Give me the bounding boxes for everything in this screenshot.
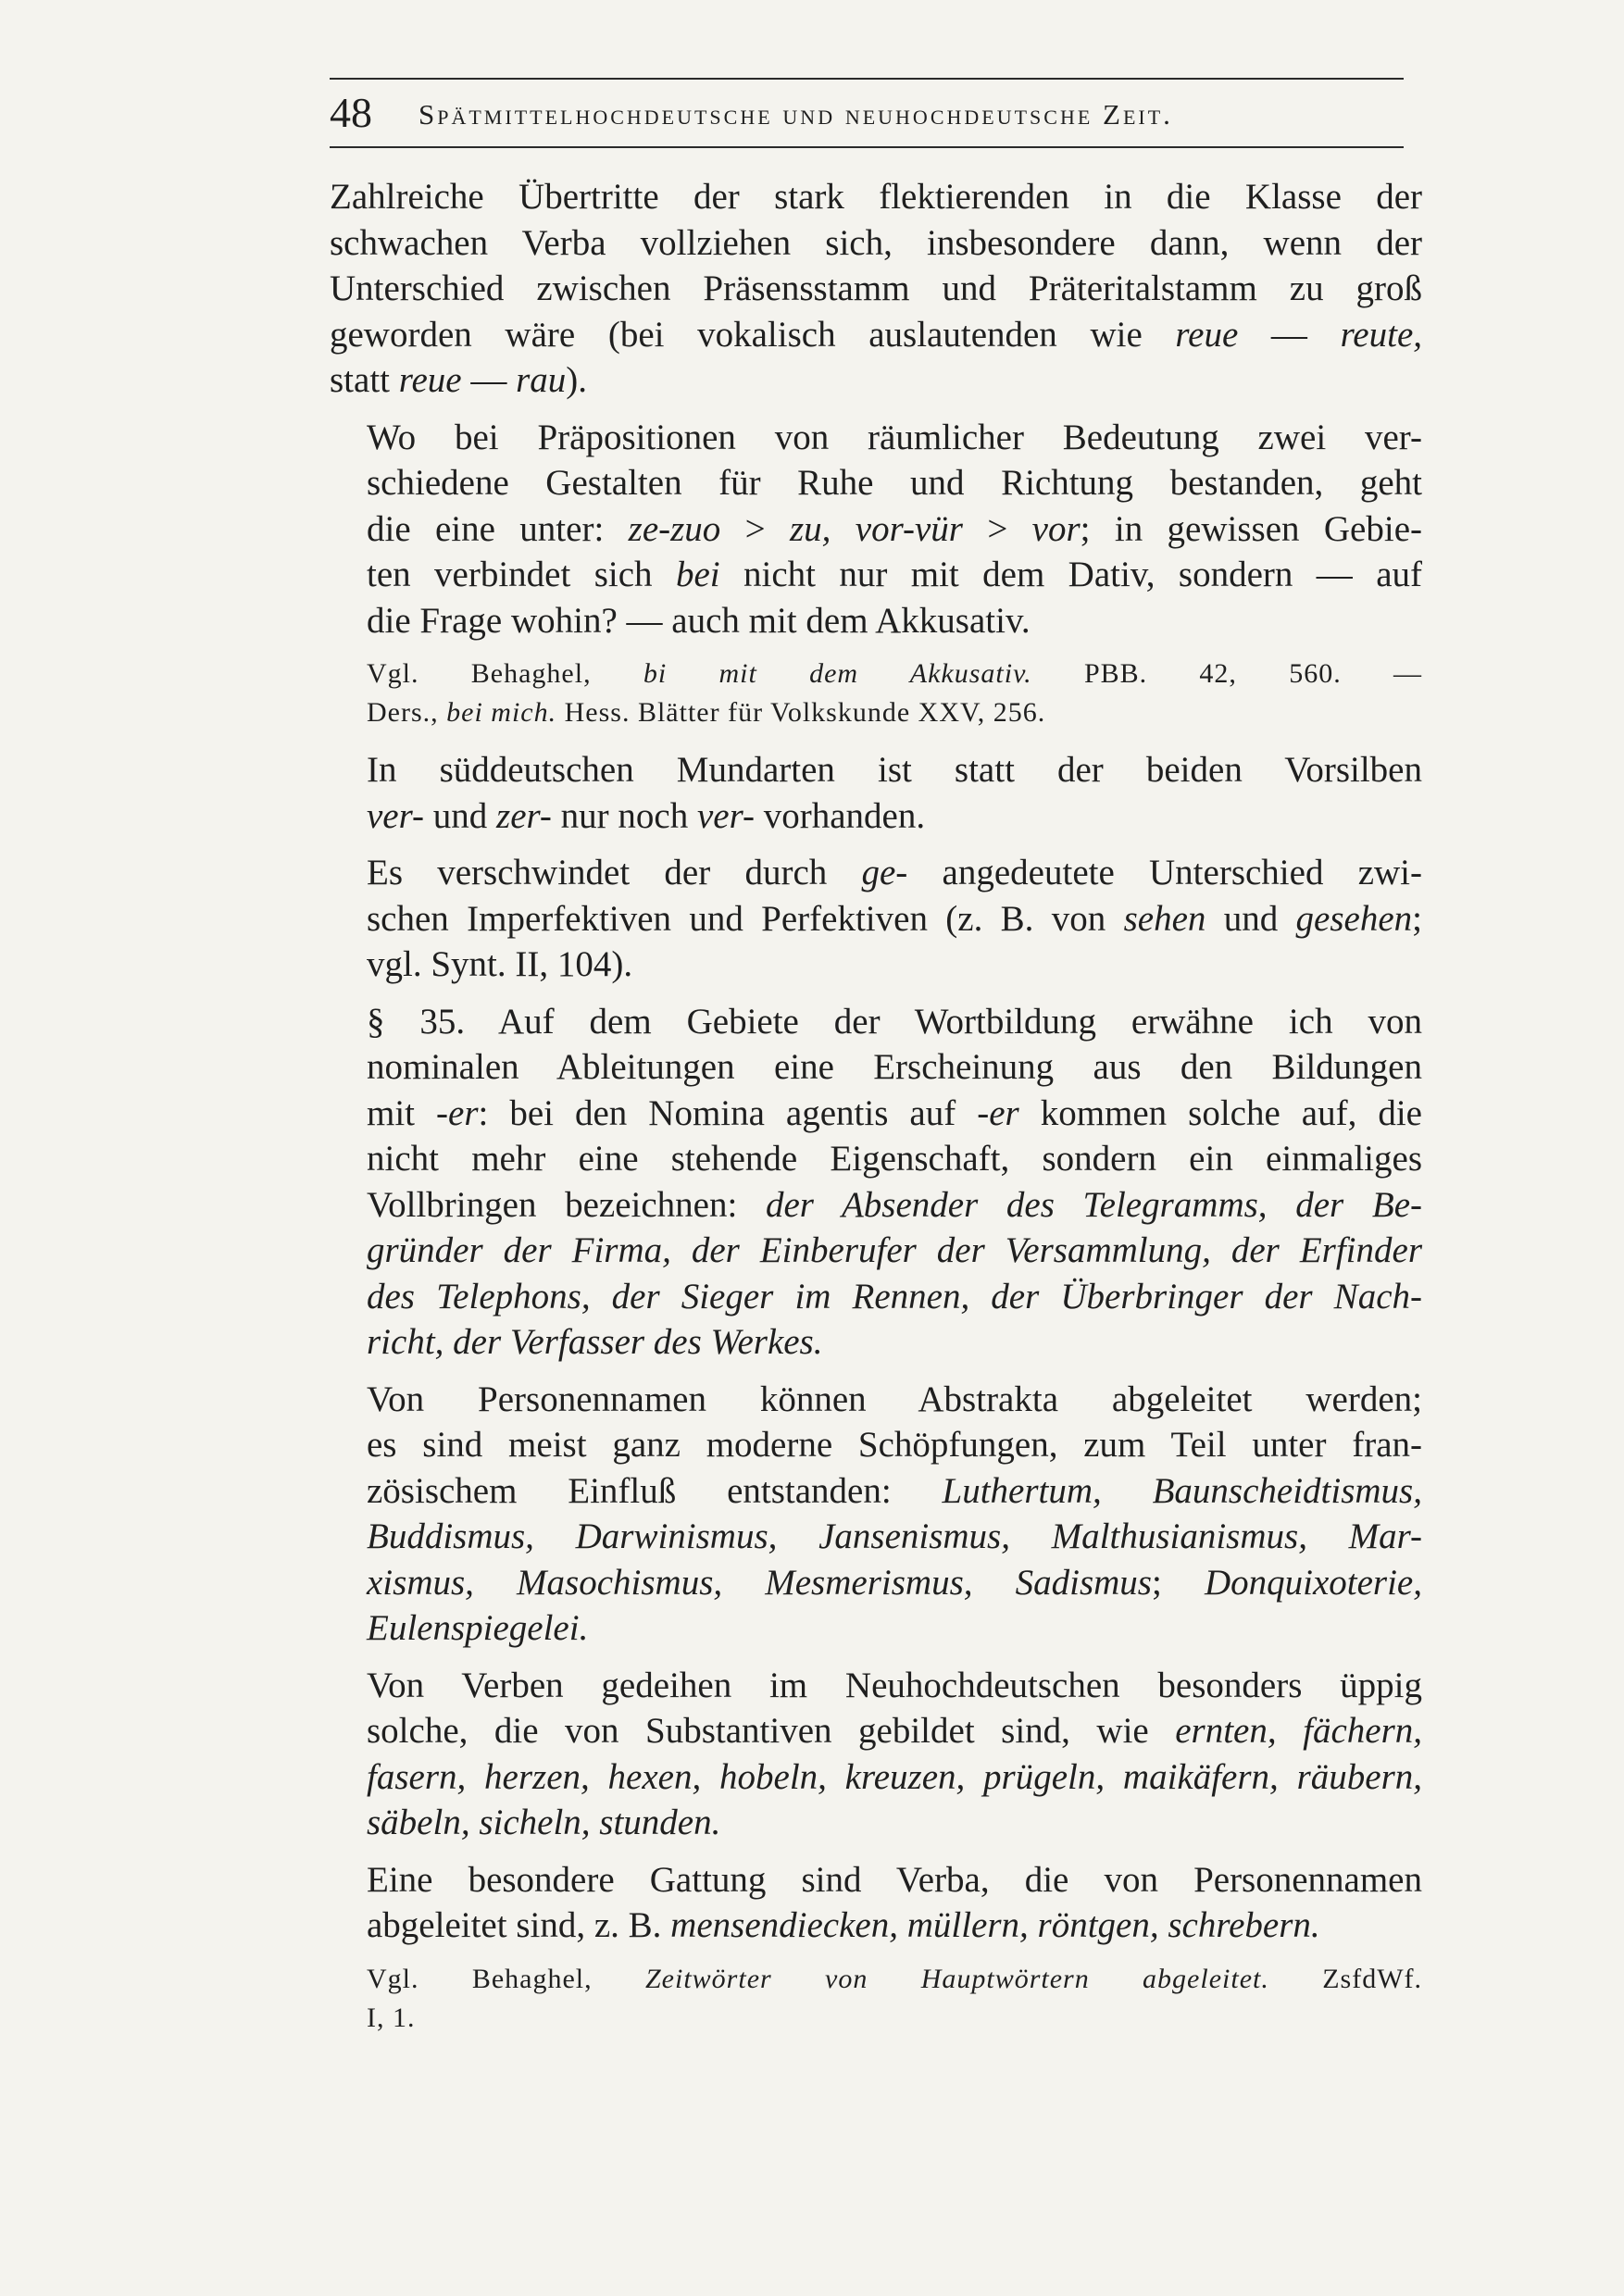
text-run: nicht nur mit dem Dativ, sondern — auf bbox=[719, 555, 1422, 594]
text-line bbox=[330, 1514, 1422, 1560]
text-line bbox=[330, 174, 1422, 220]
text-line bbox=[330, 1560, 1422, 1606]
text-run: angedeutete Unterschied zwi- bbox=[907, 853, 1422, 892]
text-run: — bbox=[1238, 314, 1341, 355]
paragraph bbox=[330, 999, 1422, 1366]
text-run: zösischem Einfluß entstanden: bbox=[367, 1470, 943, 1511]
text-run: und bbox=[424, 795, 497, 836]
text-line bbox=[330, 793, 1422, 840]
italic-text: fasern, herzen, hexen, hobeln, kreuzen, prügeln, maikäfern, räubern, bbox=[367, 1756, 1422, 1797]
text-line bbox=[330, 1708, 1422, 1754]
text-line bbox=[330, 1136, 1422, 1182]
text-run: PBB. 42, 560. — bbox=[1031, 658, 1422, 689]
text-line bbox=[367, 1999, 1422, 2038]
italic-text: Luthertum, Baunscheidtismus, bbox=[942, 1470, 1422, 1511]
italic-text: reue bbox=[1175, 314, 1239, 355]
text-run: Wo bei Präpositionen von räumlicher Bedeutung zwei ver- bbox=[367, 417, 1422, 457]
italic-text: ze-zuo bbox=[628, 508, 721, 549]
italic-text: Eulenspiegelei. bbox=[367, 1608, 589, 1648]
text-line bbox=[367, 1960, 1422, 1999]
italic-text: Zeitwörter von Hauptwörtern abgeleitet. bbox=[645, 1963, 1269, 1994]
page-number: 48 bbox=[330, 89, 372, 136]
text-run: vgl. Synt. II, 104). bbox=[367, 944, 633, 984]
page-header bbox=[330, 85, 1404, 141]
text-line bbox=[330, 1422, 1422, 1468]
paragraph bbox=[330, 415, 1422, 644]
italic-text: Buddismus, Darwinismus, Jansenismus, Malthusianismus, Mar- bbox=[367, 1516, 1422, 1556]
text-run: Vgl. Behaghel, bbox=[367, 658, 643, 689]
paragraph bbox=[330, 747, 1422, 839]
text-line bbox=[330, 1800, 1422, 1846]
header-rule-top bbox=[330, 78, 1404, 80]
text-line bbox=[330, 1091, 1422, 1137]
italic-text: der Absender des Telegramms, der Be- bbox=[766, 1184, 1422, 1225]
text-line bbox=[330, 1903, 1422, 1949]
italic-text: bi mit dem Akkusativ. bbox=[643, 658, 1032, 689]
italic-text: reute, bbox=[1340, 314, 1423, 355]
text-line bbox=[367, 693, 1422, 732]
paragraph bbox=[330, 1663, 1422, 1846]
text-run: Von Verben gedeihen im Neuhochdeutschen besonders üppig bbox=[367, 1665, 1422, 1705]
text-run: ZsfdWf. bbox=[1268, 1963, 1423, 1994]
italic-text: ver- bbox=[696, 795, 755, 836]
text-run: statt bbox=[330, 360, 399, 400]
text-run: nominalen Ableitungen eine Erscheinung aus den Bildungen bbox=[367, 1047, 1422, 1087]
page-body bbox=[330, 174, 1422, 2053]
text-line bbox=[330, 1857, 1422, 1903]
text-line bbox=[330, 999, 1422, 1045]
text-run: Vgl. Behaghel, bbox=[367, 1963, 645, 1994]
text-line bbox=[330, 896, 1422, 942]
text-run: die Frage wohin? — auch mit dem Akkusativ. bbox=[367, 600, 1031, 641]
text-line bbox=[330, 1377, 1422, 1423]
text-run: ). bbox=[566, 360, 588, 400]
text-run: I, 1. bbox=[367, 2002, 416, 2033]
italic-text: rau bbox=[516, 360, 567, 400]
text-run: : bei den Nomina agentis auf bbox=[478, 1092, 978, 1133]
italic-text: richt, der Verfasser des Werkes. bbox=[367, 1322, 823, 1362]
text-line bbox=[330, 1319, 1422, 1366]
italic-text: ver- bbox=[367, 795, 425, 836]
text-line bbox=[330, 552, 1422, 598]
italic-text: zer- bbox=[496, 795, 552, 836]
text-run: > bbox=[962, 508, 1032, 549]
text-line bbox=[330, 415, 1422, 461]
paragraph bbox=[330, 1857, 1422, 1949]
text-run: nur noch bbox=[551, 795, 697, 836]
text-line bbox=[330, 1274, 1422, 1320]
text-run: Zahlreiche Übertritte der stark flektierenden in die Klasse der bbox=[330, 177, 1422, 217]
text-run: Von Personennamen können Abstrakta abgeleitet werden; bbox=[367, 1379, 1422, 1419]
text-run: kommen solche auf, die bbox=[1018, 1092, 1422, 1133]
text-run: solche, die von Substantiven gebildet sind, wie bbox=[367, 1711, 1176, 1751]
italic-text: des Telephons, der Sieger im Rennen, der Überbringer der Nach- bbox=[367, 1276, 1422, 1316]
italic-text: ge- bbox=[861, 853, 908, 892]
text-line bbox=[330, 1044, 1422, 1091]
text-run: Vollbringen bezeichnen: bbox=[367, 1184, 766, 1225]
italic-text: bei bbox=[675, 555, 720, 594]
text-run: Eine besondere Gattung sind Verba, die von Personennamen bbox=[367, 1859, 1422, 1900]
paragraph bbox=[330, 174, 1422, 404]
text-run: nicht mehr eine stehende Eigenschaft, sondern ein einmaliges bbox=[367, 1139, 1422, 1179]
header-rule-bottom bbox=[330, 146, 1404, 148]
text-line bbox=[330, 266, 1422, 312]
text-run: Es verschwindet der durch bbox=[367, 853, 862, 892]
text-line bbox=[330, 1468, 1422, 1515]
text-line bbox=[330, 1605, 1422, 1652]
italic-text: reue bbox=[398, 360, 462, 400]
text-run: und bbox=[1206, 898, 1296, 939]
text-line bbox=[330, 1663, 1422, 1709]
text-run: ; bbox=[1412, 898, 1422, 939]
running-head: Spätmittelhochdeutsche und neuhochdeutsche Zeit. bbox=[418, 98, 1173, 131]
text-run: es sind meist ganz moderne Schöpfungen, zum Teil unter fran- bbox=[367, 1425, 1422, 1465]
text-run: mit bbox=[367, 1092, 437, 1133]
text-run: abgeleitet sind, z. B. bbox=[367, 1905, 671, 1945]
text-run: geworden wäre (bei vokalisch auslautenden wie bbox=[330, 314, 1176, 355]
italic-text: -er bbox=[436, 1092, 479, 1133]
text-line bbox=[330, 460, 1422, 506]
text-run: Unterschied zwischen Präsensstamm und Präteritalstamm zu groß bbox=[330, 268, 1422, 308]
italic-text: ernten, fächern, bbox=[1175, 1711, 1422, 1751]
footnote-reference bbox=[330, 655, 1422, 732]
italic-text: gründer der Firma, der Einberufer der Versammlung, der Erfinder bbox=[367, 1230, 1422, 1270]
text-run: schen Imperfektiven und Perfektiven (z. B. von bbox=[367, 898, 1124, 939]
text-run: ten verbindet sich bbox=[367, 555, 676, 594]
text-line bbox=[367, 655, 1422, 693]
italic-text: säbeln, sicheln, stunden. bbox=[367, 1803, 721, 1842]
italic-text: gesehen bbox=[1295, 898, 1413, 939]
text-run: In süddeutschen Mundarten ist statt der beiden Vorsilben bbox=[367, 750, 1422, 790]
text-run: schiedene Gestalten für Ruhe und Richtung bestanden, geht bbox=[367, 463, 1422, 503]
text-run: Hess. Blätter für Volkskunde XXV, 256. bbox=[556, 697, 1046, 728]
text-run: ; in gewissen Gebie- bbox=[1080, 508, 1422, 549]
text-run: — bbox=[461, 360, 517, 400]
italic-text: xismus, Masochismus, Mesmerismus, Sadismus bbox=[367, 1562, 1152, 1603]
text-line bbox=[330, 747, 1422, 793]
italic-text: -er bbox=[977, 1092, 1019, 1133]
text-line bbox=[330, 850, 1422, 896]
text-run: vorhanden. bbox=[754, 795, 926, 836]
text-run: schwachen Verba vollziehen sich, insbesondere dann, wenn der bbox=[330, 222, 1422, 263]
text-line bbox=[330, 1228, 1422, 1274]
text-run: die eine unter: bbox=[367, 508, 629, 549]
text-line bbox=[330, 1754, 1422, 1801]
text-run: ; bbox=[1151, 1562, 1205, 1603]
text-line bbox=[330, 312, 1422, 358]
text-line bbox=[330, 506, 1422, 553]
text-line bbox=[330, 220, 1422, 267]
footnote-reference bbox=[330, 1960, 1422, 2038]
text-line bbox=[330, 598, 1422, 644]
italic-text: sehen bbox=[1123, 898, 1206, 939]
text-line bbox=[330, 1182, 1422, 1229]
text-run: > bbox=[720, 508, 790, 549]
italic-text: zu, vor-vür bbox=[790, 508, 963, 549]
italic-text: Donquixoterie, bbox=[1204, 1562, 1422, 1603]
italic-text: vor bbox=[1031, 508, 1081, 549]
text-line bbox=[330, 942, 1422, 988]
italic-text: mensendiecken, müllern, röntgen, schrebern. bbox=[670, 1905, 1320, 1945]
text-run: Ders., bbox=[367, 697, 447, 728]
paragraph bbox=[330, 1377, 1422, 1652]
text-line bbox=[330, 357, 1422, 404]
paragraph bbox=[330, 850, 1422, 988]
italic-text: bei mich. bbox=[446, 697, 557, 728]
text-run: § 35. Auf dem Gebiete der Wortbildung erwähne ich von bbox=[367, 1001, 1422, 1042]
